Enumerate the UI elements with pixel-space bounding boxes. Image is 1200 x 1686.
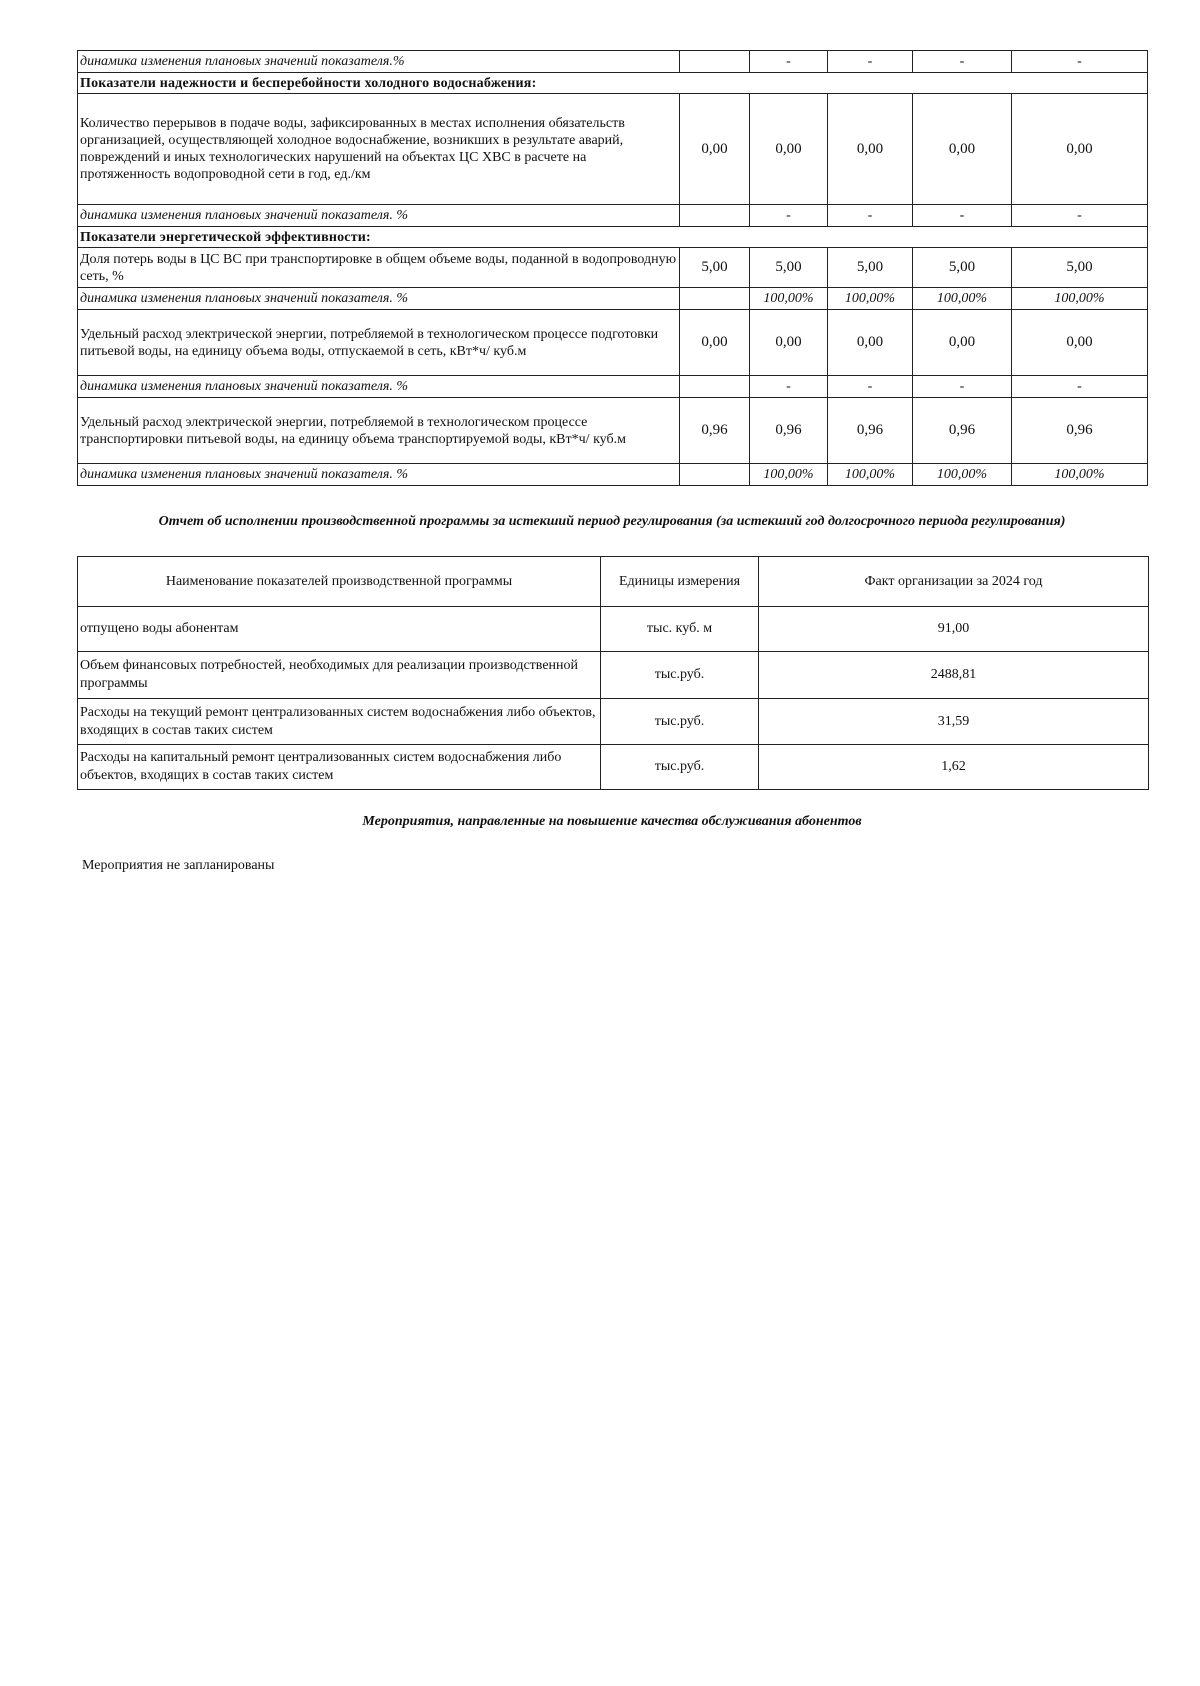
indicator-name: Расходы на капитальный ремонт централизованных систем водоснабжения либо объектов, входящих в состав таких систем [78, 745, 601, 790]
table-row [78, 248, 1148, 288]
column-header: Наименование показателей производственной программы [78, 557, 601, 607]
measures-title: Мероприятия, направленные на повышение качества обслуживания абонентов [362, 814, 862, 829]
row-label: Удельный расход электрической энергии, потребляемой в технологическом процессе подготовки питьевой воды, на единицу объема воды, отпускаемой в сеть, кВт*ч/ куб.м [78, 310, 680, 376]
cell-value: 0,00 [828, 310, 913, 376]
performance-indicators-table [77, 50, 1148, 486]
cell-value [680, 51, 750, 73]
cell-value: 0,00 [913, 310, 1012, 376]
table-row [78, 745, 1149, 790]
cell-value: - [828, 51, 913, 73]
cell-value: 100,00% [913, 288, 1012, 310]
fact-value: 31,59 [759, 699, 1149, 745]
unit: тыс.руб. [601, 745, 759, 790]
report-title: Отчет об исполнении производственной программы за истекший период регулирования (за истекший год долгосрочного периода регулирования) [158, 514, 1066, 529]
measures-text: Мероприятия не запланированы [82, 858, 275, 873]
cell-value [680, 464, 750, 486]
cell-value: 100,00% [913, 464, 1012, 486]
cell-value: 100,00% [750, 464, 828, 486]
fact-value: 91,00 [759, 607, 1149, 652]
table-row [78, 652, 1149, 699]
cell-value: - [913, 51, 1012, 73]
unit: тыс.руб. [601, 652, 759, 699]
table-row [78, 607, 1149, 652]
row-label: Количество перерывов в подаче воды, зафиксированных в местах исполнения обязательств организацией, осуществляющей холодное водоснабжение, возникших в результате аварий, повреждений и иных технологических нарушений на объектах ЦС ХВС в расчете на протяженность водопроводной сети в год, ед./км [78, 94, 680, 205]
section-title: Показатели надежности и бесперебойности холодного водоснабжения: [78, 73, 1148, 94]
table-header-row [78, 557, 1149, 607]
cell-value: - [750, 51, 828, 73]
cell-value: - [750, 376, 828, 398]
cell-value: - [1012, 205, 1148, 227]
table-row [78, 376, 1148, 398]
table-row [78, 464, 1148, 486]
cell-value: 5,00 [750, 248, 828, 288]
row-label: динамика изменения плановых значений показателя. % [78, 205, 680, 227]
cell-value: 0,00 [828, 94, 913, 205]
cell-value: 0,00 [680, 94, 750, 205]
cell-value: - [1012, 376, 1148, 398]
cell-value [680, 205, 750, 227]
cell-value: 100,00% [750, 288, 828, 310]
cell-value [680, 376, 750, 398]
cell-value: 5,00 [828, 248, 913, 288]
row-label: динамика изменения плановых значений показателя.% [78, 51, 680, 73]
section-header-row [78, 227, 1148, 248]
unit: тыс. куб. м [601, 607, 759, 652]
cell-value: - [1012, 51, 1148, 73]
report-table [77, 556, 1149, 790]
cell-value: - [828, 376, 913, 398]
table-row [78, 205, 1148, 227]
cell-value: - [913, 205, 1012, 227]
table-row [78, 398, 1148, 464]
cell-value: 0,96 [828, 398, 913, 464]
cell-value: 0,00 [750, 94, 828, 205]
cell-value: 100,00% [1012, 288, 1148, 310]
row-label: динамика изменения плановых значений показателя. % [78, 464, 680, 486]
column-header: Единицы измерения [601, 557, 759, 607]
fact-value: 1,62 [759, 745, 1149, 790]
unit: тыс.руб. [601, 699, 759, 745]
section-header-row [78, 73, 1148, 94]
indicator-name: отпущено воды абонентам [78, 607, 601, 652]
fact-value: 2488,81 [759, 652, 1149, 699]
cell-value: 0,96 [680, 398, 750, 464]
cell-value: - [828, 205, 913, 227]
table-row [78, 51, 1148, 73]
cell-value: 0,96 [750, 398, 828, 464]
table-row [78, 94, 1148, 205]
cell-value [680, 288, 750, 310]
cell-value: 0,00 [1012, 94, 1148, 205]
cell-value: - [750, 205, 828, 227]
cell-value: 0,96 [913, 398, 1012, 464]
row-label: Доля потерь воды в ЦС ВС при транспортировке в общем объеме воды, поданной в водопроводную сеть, % [78, 248, 680, 288]
cell-value: - [913, 376, 1012, 398]
row-label: динамика изменения плановых значений показателя. % [78, 376, 680, 398]
cell-value: 0,00 [750, 310, 828, 376]
cell-value: 5,00 [913, 248, 1012, 288]
cell-value: 5,00 [680, 248, 750, 288]
row-label: Удельный расход электрической энергии, потребляемой в технологическом процессе транспортировки питьевой воды, на единицу объема транспортируемой воды, кВт*ч/ куб.м [78, 398, 680, 464]
column-header: Факт организации за 2024 год [759, 557, 1149, 607]
cell-value: 0,00 [680, 310, 750, 376]
cell-value: 0,00 [1012, 310, 1148, 376]
table-row [78, 699, 1149, 745]
indicator-name: Объем финансовых потребностей, необходимых для реализации производственной программы [78, 652, 601, 699]
table-row [78, 310, 1148, 376]
row-label: динамика изменения плановых значений показателя. % [78, 288, 680, 310]
section-title: Показатели энергетической эффективности: [78, 227, 1148, 248]
cell-value: 5,00 [1012, 248, 1148, 288]
cell-value: 0,96 [1012, 398, 1148, 464]
cell-value: 0,00 [913, 94, 1012, 205]
cell-value: 100,00% [828, 464, 913, 486]
indicator-name: Расходы на текущий ремонт централизованных систем водоснабжения либо объектов, входящих в состав таких систем [78, 699, 601, 745]
cell-value: 100,00% [828, 288, 913, 310]
table-row [78, 288, 1148, 310]
cell-value: 100,00% [1012, 464, 1148, 486]
